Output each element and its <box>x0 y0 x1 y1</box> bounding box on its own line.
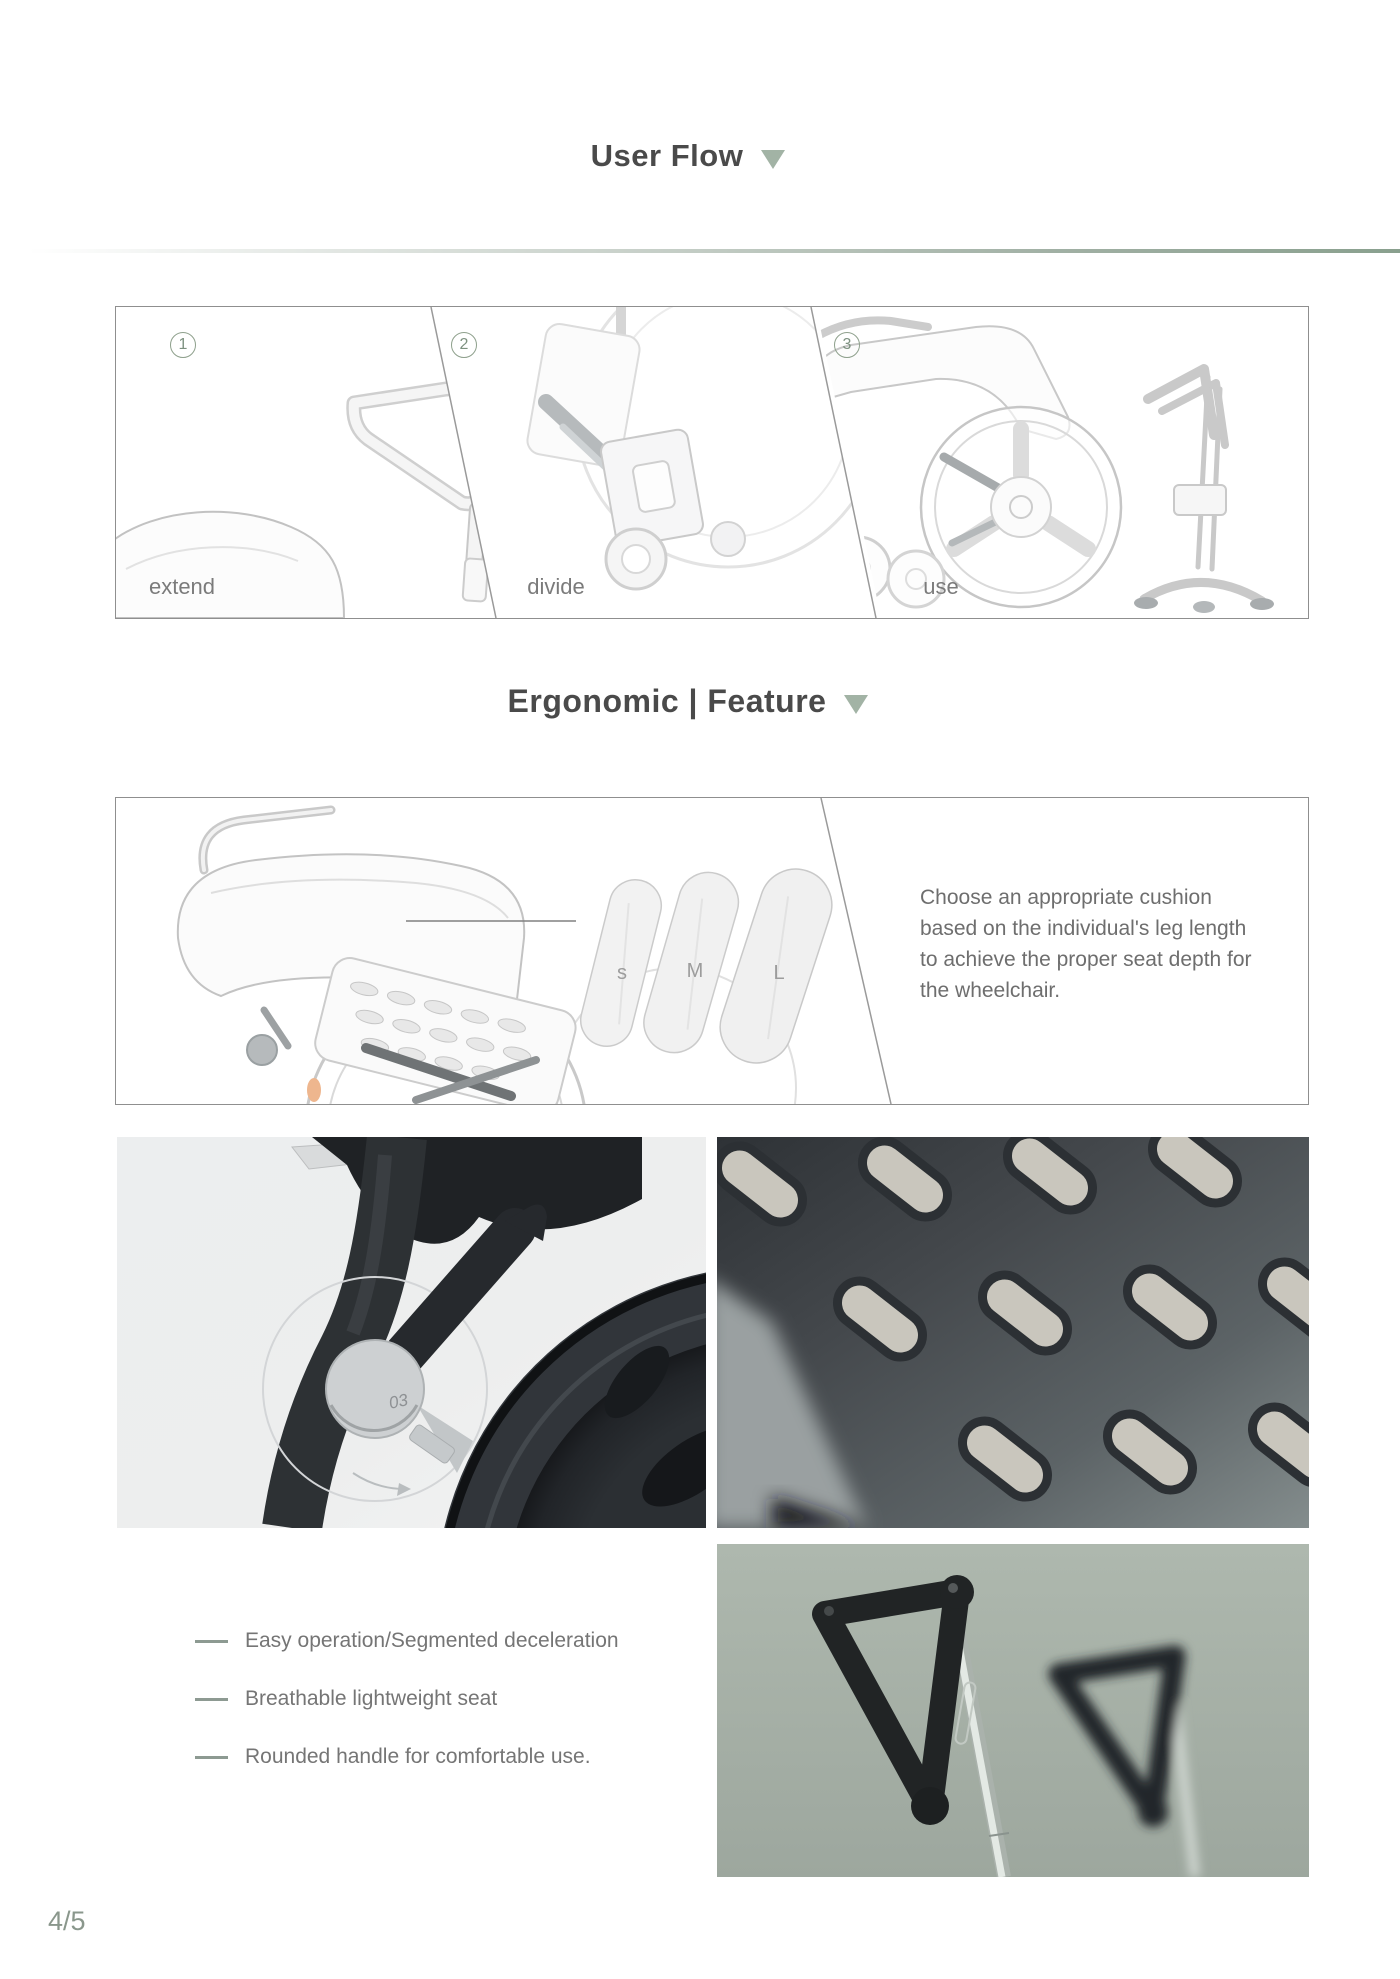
feature-item <box>195 1686 619 1712</box>
user-flow-heading <box>0 138 1388 174</box>
cushion-label-l: L <box>773 962 785 984</box>
user-flow-panel <box>115 306 1309 619</box>
feature-item <box>195 1628 619 1654</box>
page-number: 4/5 <box>48 1906 86 1936</box>
use-illustration <box>814 320 1274 613</box>
cushion-label-m: M <box>686 960 704 982</box>
dash-icon <box>195 1640 228 1643</box>
step-label-use: use <box>923 574 959 599</box>
ergonomic-panel <box>115 797 1309 1105</box>
step-label-extend: extend <box>148 574 216 599</box>
cushion-description: Choose an appropriate cushion based on the individual's leg length to achieve the proper seat depth for the wheelchair. <box>920 886 1252 1002</box>
user-flow-illustration <box>116 307 1308 618</box>
section-divider-rule <box>28 249 1400 253</box>
feature-list <box>195 1628 619 1802</box>
seat-perforation-photo <box>717 1137 1309 1528</box>
ergonomic-heading <box>0 683 1388 720</box>
step-3-badge: 3 <box>834 332 860 358</box>
brake-lever-photo <box>117 1137 706 1528</box>
dash-icon <box>195 1756 228 1759</box>
down-triangle-icon <box>761 150 785 169</box>
ergonomic-title: Ergonomic | Feature <box>507 683 827 719</box>
step-1-badge: 1 <box>170 332 196 358</box>
cushion-label-s: s <box>617 962 627 984</box>
feature-text: Easy operation/Segmented deceleration <box>245 1629 619 1652</box>
divide-illustration <box>525 307 880 589</box>
panel-divider-line <box>821 798 891 1104</box>
dial-label: 03 <box>387 1390 410 1413</box>
feature-text: Rounded handle for comfortable use. <box>245 1745 591 1768</box>
down-triangle-icon <box>844 695 868 714</box>
user-flow-title: User Flow <box>590 138 744 173</box>
cushion-options <box>575 860 841 1072</box>
handles-photo <box>717 1544 1309 1877</box>
step-2-badge: 2 <box>451 332 477 358</box>
dash-icon <box>195 1698 228 1701</box>
brake-dial <box>326 1340 424 1438</box>
cane-stand <box>1144 369 1262 601</box>
feature-item <box>195 1744 619 1770</box>
step-label-divide: divide <box>527 574 585 599</box>
feature-text: Breathable lightweight seat <box>245 1687 498 1710</box>
